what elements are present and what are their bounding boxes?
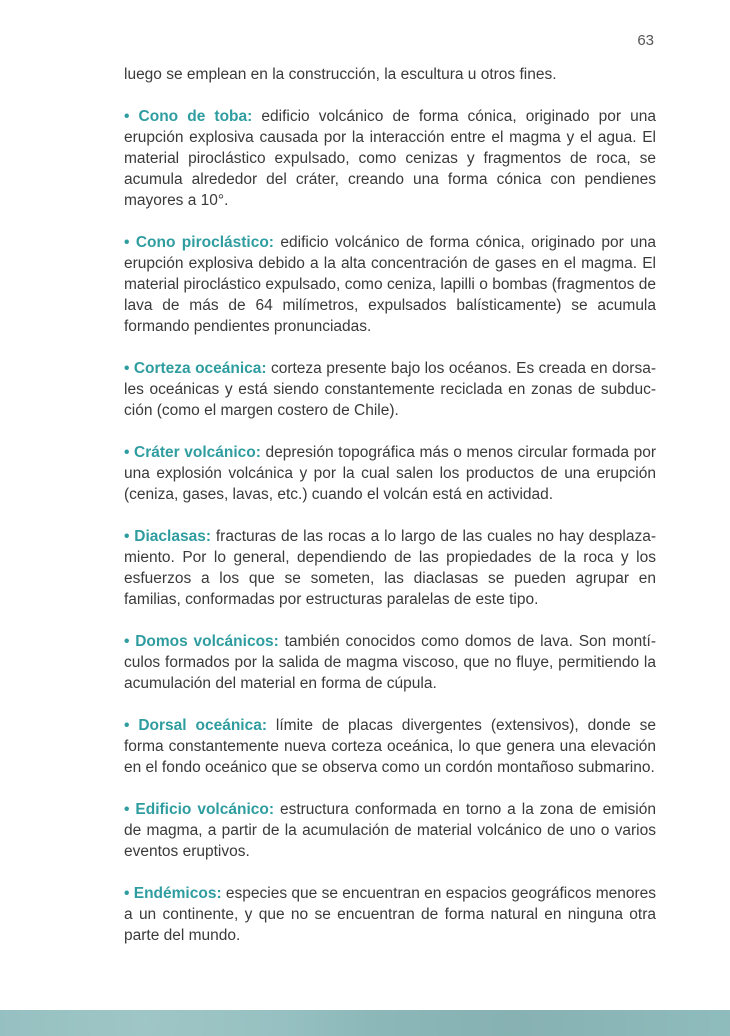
- decorative-footer-band: [0, 1010, 730, 1036]
- glossary-definition: edificio volcánico de forma cónica, originado por una erupción explosiva debido a la alta concentración de gases en el magma. El material piroclástico expulsado, como ceniza, lapilli o bombas (fragmentos de lava de más de 64 milímetros, expulsados balísticamente) se acumula formando pendientes pronunciadas.: [124, 234, 657, 335]
- glossary-term: • Cono de toba:: [124, 108, 253, 125]
- glossary-entry-cono-piroclastico: [124, 232, 656, 337]
- glossary-definition: también conocidos como domos de lava. Son montículos formados por la salida de magma viscoso, que no fluye, permitiendo la acumulación del material en forma de cúpula.: [124, 633, 657, 692]
- glossary-term: • Dorsal oceánica:: [124, 717, 268, 734]
- glossary-definition: estructura conformada en torno a la zona de emisión de magma, a partir de la acumulación de material volcánico de uno o varios eventos eruptivos.: [124, 801, 656, 860]
- glossary-entry-cono-de-toba: [124, 106, 656, 211]
- intro-text: luego se emplean en la construcción, la escultura u otros fines.: [124, 66, 557, 83]
- glossary-definition: edificio volcánico de forma cónica, originado por una erupción explosiva causada por la interacción entre el magma y el agua. El material piroclástico expulsado, como cenizas y fragmentos de roca, se acumula alrededor del cráter, creando una forma cónica con pendienes mayores a 10°.: [124, 108, 657, 209]
- glossary-term: • Corteza oceánica:: [124, 360, 267, 377]
- glossary-term: • Cono piroclástico:: [124, 234, 274, 251]
- glossary-entry-domos-volcanicos: [124, 631, 656, 694]
- glossary-term: • Diaclasas:: [124, 528, 211, 545]
- glossary-term: • Domos volcánicos:: [124, 633, 279, 650]
- page-number: 63: [637, 32, 654, 49]
- glossary-entry-corteza-oceanica: [124, 358, 656, 421]
- glossary-definition: límite de placas divergentes (extensivos), donde se forma constantemente nueva corteza oceánica, lo que genera una elevación en el fondo oceánico que se observa como un cordón montañoso submarino.: [124, 717, 656, 776]
- glossary-term: • Edificio volcánico:: [124, 801, 274, 818]
- glossary-entry-endemicos: [124, 883, 656, 946]
- glossary-entry-diaclasas: [124, 526, 656, 610]
- glossary-content: [124, 64, 656, 946]
- glossary-definition: depresión topográfica más o menos circular formada por una explosión volcánica y por la cual salen los productos de una erupción (ceniza, gases, lavas, etc.) cuando el volcán está en actividad.: [124, 444, 657, 503]
- glossary-definition: especies que se encuentran en espacios geográficos menores a un continente, y que no se encuentran de forma natural en ninguna otra parte del mundo.: [124, 885, 656, 944]
- glossary-entry-crater-volcanico: [124, 442, 656, 505]
- glossary-entry-edificio-volcanico: [124, 799, 656, 862]
- glossary-definition: fracturas de las rocas a lo largo de las cuales no hay desplazamiento. Por lo general, dependiendo de las propiedades de la roca y los esfuerzos a los que se someten, las diaclasas se pueden agrupar en familias, conformadas por estructuras paralelas de este tipo.: [124, 528, 656, 608]
- glossary-term: • Cráter volcánico:: [124, 444, 261, 461]
- glossary-entry-dorsal-oceanica: [124, 715, 656, 778]
- glossary-term: • Endémicos:: [124, 885, 222, 902]
- glossary-definition: corteza presente bajo los océanos. Es creada en dorsales oceánicas y está siendo constantemente reciclada en zonas de subducción (como el margen costero de Chile).: [124, 360, 656, 419]
